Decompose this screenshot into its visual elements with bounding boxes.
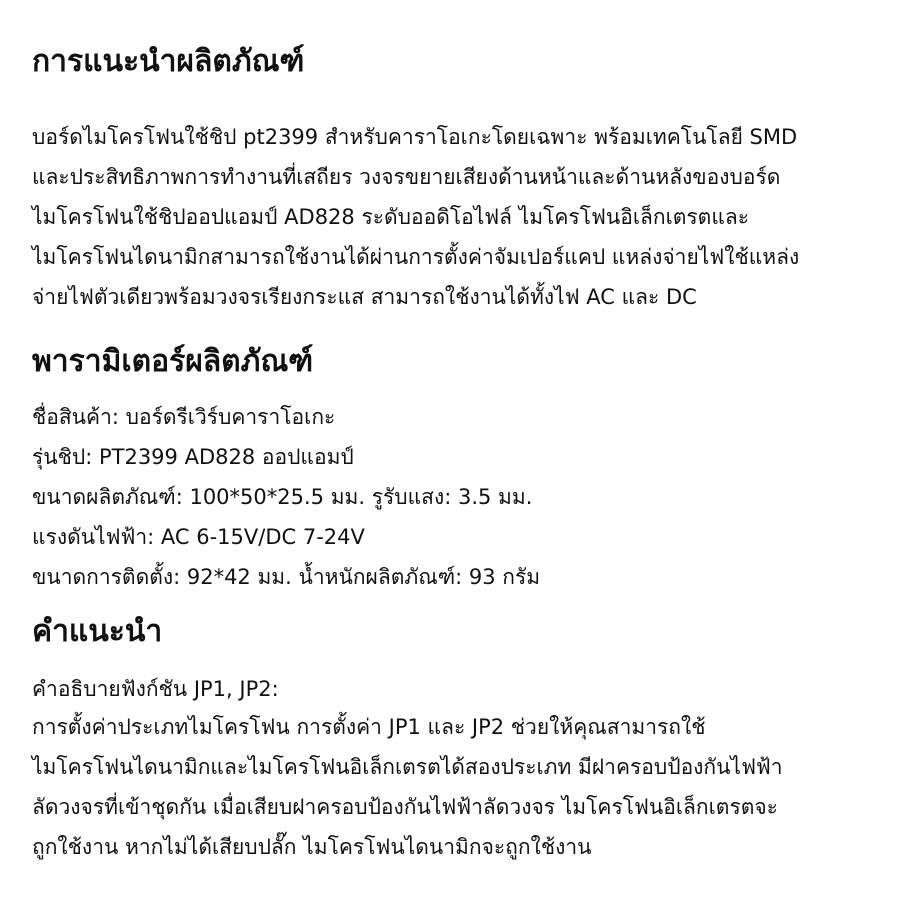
guide-line: ลัดวงจรที่เข้าชุดกัน เมื่อเสียบฝาครอบป้องกันไฟฟ้าลัดวงจร ไมโครโฟนอิเล็กเตรตจะ	[32, 795, 778, 819]
guide-line: ถูกใช้งาน หากไม่ได้เสียบปลั๊ก ไมโครโฟนไดนามิกจะถูกใช้งาน	[32, 835, 592, 859]
guide-line: คำอธิบายฟังก์ชัน JP1, JP2:	[32, 677, 279, 701]
param-product-size: ขนาดผลิตภัณฑ์: 100*50*25.5 มม. รูรับแสง: 3.5 มม.	[32, 485, 533, 509]
intro-line: บอร์ดไมโครโฟนใช้ชิป pt2399 สำหรับคาราโอเกะโดยเฉพาะ พร้อมเทคโนโลยี SMD	[32, 125, 798, 149]
intro-line: จ่ายไฟตัวเดียวพร้อมวงจรเรียงกระแส สามารถใช้งานได้ทั้งไฟ AC และ DC	[32, 285, 697, 309]
intro-heading: การแนะนำผลิตภัณฑ์	[32, 44, 305, 79]
param-product-name: ชื่อสินค้า: บอร์ดรีเวิร์บคาราโอเกะ	[32, 405, 336, 429]
guide-line: การตั้งค่าประเภทไมโครโฟน การตั้งค่า JP1 และ JP2 ช่วยให้คุณสามารถใช้	[32, 715, 706, 739]
param-voltage: แรงดันไฟฟ้า: AC 6-15V/DC 7-24V	[32, 525, 365, 549]
params-heading: พารามิเตอร์ผลิตภัณฑ์	[32, 344, 314, 379]
intro-line: ไมโครโฟนไดนามิกสามารถใช้งานได้ผ่านการตั้งค่าจัมเปอร์แคป แหล่งจ่ายไฟใช้แหล่ง	[32, 245, 800, 269]
param-chip-model: รุ่นชิป: PT2399 AD828 ออปแอมป์	[32, 445, 354, 469]
guide-line: ไมโครโฟนไดนามิกและไมโครโฟนอิเล็กเตรตได้สองประเภท มีฝาครอบป้องกันไฟฟ้า	[32, 755, 783, 779]
guide-heading: คำแนะนำ	[32, 614, 163, 649]
param-install-size-weight: ขนาดการติดตั้ง: 92*42 มม. น้ำหนักผลิตภัณฑ์: 93 กรัม	[32, 565, 541, 589]
intro-line: ไมโครโฟนใช้ชิปออปแอมป์ AD828 ระดับออดิโอไฟล์ ไมโครโฟนอิเล็กเตรตและ	[32, 205, 750, 229]
intro-line: และประสิทธิภาพการทำงานที่เสถียร วงจรขยายเสียงด้านหน้าและด้านหลังของบอร์ด	[32, 165, 781, 189]
